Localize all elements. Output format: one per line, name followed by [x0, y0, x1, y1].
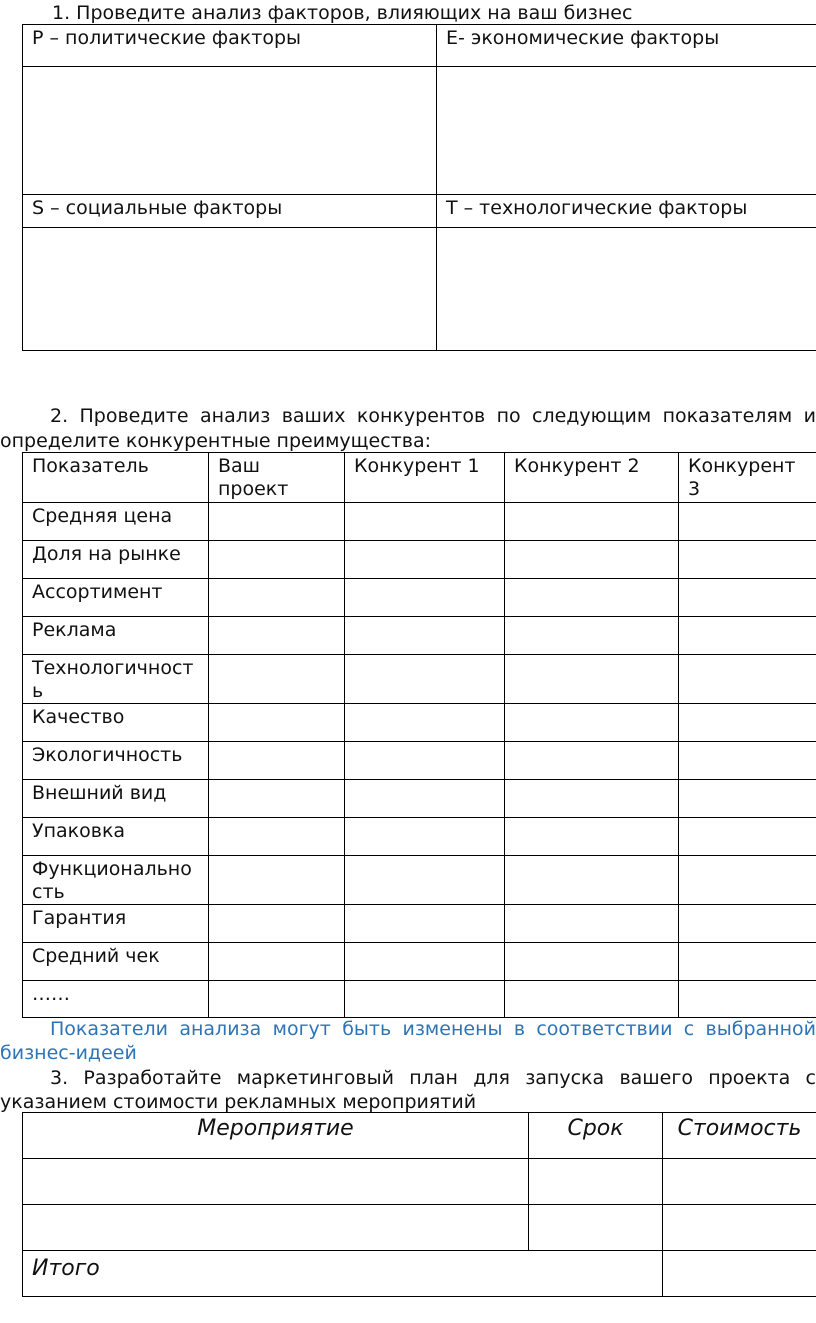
- pest-s-label: S – социальные факторы: [32, 197, 283, 219]
- pest-p-label: P – политические факторы: [32, 27, 302, 49]
- row-label: [23, 856, 209, 905]
- table-cell[interactable]: [345, 780, 505, 818]
- table-row: [23, 856, 816, 905]
- table-cell[interactable]: [679, 579, 816, 617]
- table-cell[interactable]: [345, 905, 505, 943]
- s2-word: Проведите: [79, 405, 189, 427]
- pest-cell-technological-input[interactable]: [437, 228, 816, 351]
- table-cell[interactable]: [209, 905, 345, 943]
- header-term-label: Срок: [567, 1116, 624, 1141]
- row-label-text: Реклама: [32, 619, 117, 641]
- s3-word: план: [409, 1067, 458, 1089]
- s2-word: показателям: [662, 405, 793, 427]
- s3-word: вашего: [619, 1067, 693, 1089]
- header-competitor-2: [505, 453, 679, 503]
- table-row: [23, 818, 816, 856]
- table-cell[interactable]: [505, 704, 679, 742]
- header-indicator: [23, 453, 209, 503]
- table-cell[interactable]: [345, 943, 505, 981]
- table-cell[interactable]: [505, 856, 679, 905]
- table-cell[interactable]: [679, 541, 816, 579]
- pest-table: [22, 24, 816, 351]
- note-word: Показатели: [50, 1018, 169, 1040]
- table-cell[interactable]: [209, 818, 345, 856]
- row-label: [23, 655, 209, 704]
- table-cell[interactable]: [345, 742, 505, 780]
- table-cell[interactable]: [345, 818, 505, 856]
- section2-title-line1: [50, 405, 816, 427]
- row-label-text: Внешний вид: [32, 782, 167, 804]
- table-row: [23, 905, 816, 943]
- table-cell[interactable]: [505, 943, 679, 981]
- header-event: [23, 1113, 529, 1159]
- table-cell[interactable]: [209, 579, 345, 617]
- table-cell[interactable]: [505, 905, 679, 943]
- table-cell[interactable]: [679, 943, 816, 981]
- table-cell[interactable]: [679, 617, 816, 655]
- s2-word: ваших: [281, 405, 346, 427]
- header-your-project-line2: проект: [218, 478, 289, 500]
- table-cell[interactable]: [679, 655, 816, 704]
- s2-word: конкурентов: [356, 405, 486, 427]
- row-label: [23, 503, 209, 541]
- table-cell[interactable]: [345, 503, 505, 541]
- table-cell[interactable]: [505, 503, 679, 541]
- row-label-text: Средний чек: [32, 945, 160, 967]
- header-competitor-3: [679, 453, 816, 503]
- s2-word: 2.: [50, 405, 69, 427]
- table-cell[interactable]: [663, 1205, 816, 1251]
- table-cell[interactable]: [209, 503, 345, 541]
- table-cell[interactable]: [209, 780, 345, 818]
- section3-title-line1: [50, 1067, 816, 1089]
- pest-cell-political-header: [23, 25, 437, 67]
- table-cell[interactable]: [505, 541, 679, 579]
- pest-t-label: T – технологические факторы: [446, 197, 748, 219]
- s3-word: для: [473, 1067, 510, 1089]
- table-row: [23, 541, 816, 579]
- s3-word: запуска: [525, 1067, 605, 1089]
- table-cell[interactable]: [679, 856, 816, 905]
- table-row: [23, 943, 816, 981]
- row-label: [23, 579, 209, 617]
- table-cell[interactable]: [209, 943, 345, 981]
- row-label-text: [23, 856, 208, 904]
- note-word: могут: [272, 1018, 331, 1040]
- note-word: анализа: [179, 1018, 262, 1040]
- table-cell[interactable]: [679, 704, 816, 742]
- total-value-cell[interactable]: [663, 1251, 816, 1297]
- table-cell[interactable]: [505, 818, 679, 856]
- table-cell[interactable]: [345, 856, 505, 905]
- table-cell[interactable]: [529, 1205, 663, 1251]
- table-cell[interactable]: [505, 742, 679, 780]
- table-cell[interactable]: [505, 617, 679, 655]
- note-line1: [50, 1018, 816, 1040]
- pest-cell-economic-header: [437, 25, 816, 67]
- s2-word: анализ: [200, 405, 271, 427]
- row-label-text: Экологичность: [32, 744, 183, 766]
- table-cell[interactable]: [505, 981, 679, 1018]
- row-label: [23, 541, 209, 579]
- row-label: [23, 818, 209, 856]
- table-cell[interactable]: [663, 1159, 816, 1205]
- s2-word: и: [803, 405, 816, 427]
- row-label: [23, 981, 209, 1018]
- header-your-project-line1: Ваш: [218, 455, 261, 477]
- competitors-table: [22, 452, 816, 1018]
- row-label: [23, 704, 209, 742]
- pest-e-label: E- экономические факторы: [446, 27, 720, 49]
- total-label: Итого: [32, 1256, 100, 1281]
- table-cell[interactable]: [209, 704, 345, 742]
- s3-word: Разработайте: [83, 1067, 222, 1089]
- table-cell[interactable]: [529, 1159, 663, 1205]
- table-cell[interactable]: [679, 981, 816, 1018]
- table-row: [23, 704, 816, 742]
- header-event-label: Мероприятие: [197, 1116, 354, 1141]
- row-label-text: ……: [32, 983, 70, 1005]
- note-word: быть: [342, 1018, 392, 1040]
- table-cell[interactable]: [505, 780, 679, 818]
- header-your-project: [209, 453, 345, 503]
- table-cell[interactable]: [209, 617, 345, 655]
- table-row: [23, 1159, 816, 1205]
- table-cell[interactable]: [345, 617, 505, 655]
- table-cell[interactable]: [209, 856, 345, 905]
- table-cell[interactable]: [23, 1159, 529, 1205]
- s3-word: проекта: [708, 1067, 791, 1089]
- header-competitor-1-label: Конкурент 1: [354, 455, 480, 477]
- s3-word: 3.: [50, 1067, 69, 1089]
- table-cell[interactable]: [679, 818, 816, 856]
- table-cell[interactable]: [209, 655, 345, 704]
- header-your-project-label: [209, 453, 344, 501]
- note-word: с: [683, 1018, 695, 1040]
- s3-word: с: [805, 1067, 816, 1089]
- header-indicator-label: Показатель: [32, 455, 149, 477]
- note-word: изменены: [402, 1018, 503, 1040]
- table-row: [23, 579, 816, 617]
- row-label-text: Доля на рынке: [32, 543, 181, 565]
- table-cell[interactable]: [209, 541, 345, 579]
- row-label-text: Гарантия: [32, 907, 127, 929]
- table-cell[interactable]: [505, 579, 679, 617]
- competitors-header-row: [23, 453, 816, 503]
- pest-cell-economic-input[interactable]: [437, 67, 816, 195]
- pest-cell-political-input[interactable]: [23, 67, 437, 195]
- s2-word: по: [496, 405, 521, 427]
- table-cell[interactable]: [345, 579, 505, 617]
- pest-cell-technological-header: [437, 195, 816, 228]
- total-label-cell: [23, 1251, 663, 1297]
- note-word: выбранной: [705, 1018, 816, 1040]
- table-row: [23, 503, 816, 541]
- marketing-plan-table: [22, 1112, 816, 1297]
- table-cell[interactable]: [209, 742, 345, 780]
- header-competitor-2-label: Конкурент 2: [514, 455, 640, 477]
- row-label: [23, 943, 209, 981]
- row-label-line1: Функционально: [32, 858, 192, 880]
- pest-cell-social-input[interactable]: [23, 228, 437, 351]
- note-word: соответствии: [536, 1018, 673, 1040]
- header-cost: [663, 1113, 816, 1159]
- header-cost-label: Стоимость: [677, 1116, 802, 1141]
- header-competitor-1: [345, 453, 505, 503]
- row-label: [23, 617, 209, 655]
- note-word: в: [513, 1018, 526, 1040]
- table-row: [23, 1205, 816, 1251]
- total-row: [23, 1251, 816, 1297]
- table-cell[interactable]: [345, 655, 505, 704]
- table-cell[interactable]: [679, 780, 816, 818]
- table-cell[interactable]: [23, 1205, 529, 1251]
- row-label: [23, 780, 209, 818]
- row-label-text: [23, 655, 208, 703]
- row-label-text: Упаковка: [32, 820, 126, 842]
- table-row: [23, 981, 816, 1018]
- table-cell[interactable]: [679, 905, 816, 943]
- table-cell[interactable]: [679, 742, 816, 780]
- s2-word: следующим: [532, 405, 652, 427]
- section2-title-line2: определите конкурентные преимущества:: [0, 430, 431, 452]
- header-competitor-3-label: Конкурент 3: [688, 455, 796, 500]
- table-cell[interactable]: [345, 704, 505, 742]
- section1-title: 1. Проведите анализ факторов, влияющих на ваш бизнес: [52, 2, 633, 24]
- table-row: [23, 617, 816, 655]
- s3-word: маркетинговый: [236, 1067, 394, 1089]
- row-label: [23, 905, 209, 943]
- table-row: [23, 742, 816, 780]
- table-row: [23, 655, 816, 704]
- row-label-text: Качество: [32, 706, 125, 728]
- row-label-line2: ь: [32, 680, 44, 702]
- table-cell[interactable]: [345, 981, 505, 1018]
- table-row: [23, 780, 816, 818]
- row-label-text: Средняя цена: [32, 505, 173, 527]
- section3-title-line2: указанием стоимости рекламных мероприятий: [0, 1091, 477, 1113]
- table-cell[interactable]: [505, 655, 679, 704]
- table-cell[interactable]: [679, 503, 816, 541]
- header-term: [529, 1113, 663, 1159]
- pest-cell-social-header: [23, 195, 437, 228]
- table-cell[interactable]: [345, 541, 505, 579]
- row-label-line1: Технологичност: [32, 657, 194, 679]
- note-line2: бизнес-идеей: [0, 1042, 137, 1064]
- table-cell[interactable]: [209, 981, 345, 1018]
- plan-header-row: [23, 1113, 816, 1159]
- row-label: [23, 742, 209, 780]
- row-label-line2: сть: [32, 881, 65, 903]
- row-label-text: Ассортимент: [32, 581, 163, 603]
